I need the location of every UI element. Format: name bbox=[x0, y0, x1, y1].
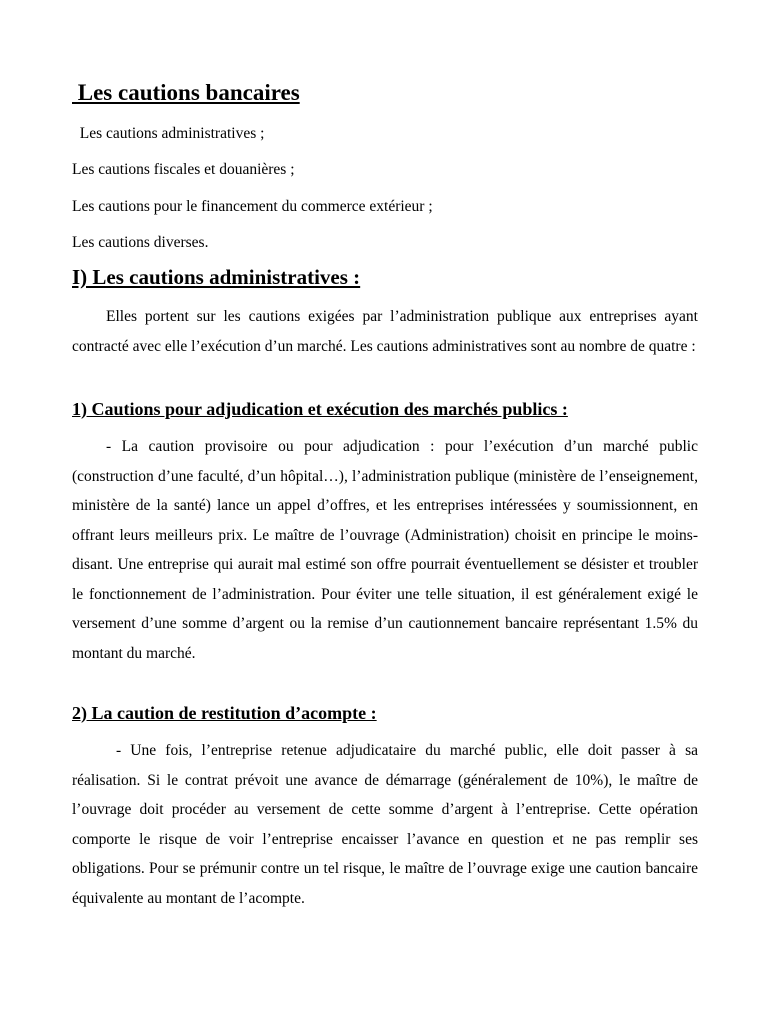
document-title: Les cautions bancaires bbox=[72, 80, 300, 105]
subsection-heading-adjudication: 1) Cautions pour adjudication et exécution des marchés publics : bbox=[72, 399, 568, 419]
section-intro-paragraph: Elles portent sur les cautions exigées par l’administration publique aux entreprises ayant contracté avec elle l’exécution d’un marché. Les cautions administratives sont au nombre de quatre : bbox=[72, 308, 698, 355]
subsection-heading-acompte: 2) La caution de restitution d’acompte : bbox=[72, 703, 377, 723]
section-heading-administratives: I) Les cautions administratives : bbox=[72, 265, 361, 289]
toc-item-commerce-exterieur: Les cautions pour le financement du commerce extérieur ; bbox=[72, 198, 433, 215]
subsection-adjudication-paragraph: - La caution provisoire ou pour adjudication : pour l’exécution d’un marché public (construction d’une faculté, d’un hôpital…), l’administration publique (ministère de l’enseignement, ministère de la santé) lance un appel d’offres, et les entreprises intéressées y soumissionnent, en offrant leurs meilleurs prix. Le maître de l’ouvrage (Administration) choisit en principe le moins-disant. Une entreprise qui aurait mal estimé son offre pourrait éventuellement se désister et troubler le fonctionnement de l’administration. Pour éviter une telle situation, il est généralement exigé le versement d’une somme d’argent ou la remise d’un cautionnement bancaire représentant 1.5% du montant du marché. bbox=[72, 438, 698, 662]
subsection-acompte-paragraph: - Une fois, l’entreprise retenue adjudicataire du marché public, elle doit passer à sa réalisation. Si le contrat prévoit une avance de démarrage (généralement de 10%), le maître de l’ouvrage doit procéder au versement de cette somme d’argent à l’entreprise. Cette opération comporte le risque de voir l’entreprise encaisser l’avance en question et ne pas remplir ses obligations. Pour se prémunir contre un tel risque, le maître de l’ouvrage exige une caution bancaire équivalente au montant de l’acompte. bbox=[72, 742, 698, 907]
toc-item-diverses: Les cautions diverses. bbox=[72, 234, 209, 251]
toc-item-administratives: Les cautions administratives ; bbox=[72, 125, 265, 142]
toc-item-fiscales: Les cautions fiscales et douanières ; bbox=[72, 161, 295, 178]
